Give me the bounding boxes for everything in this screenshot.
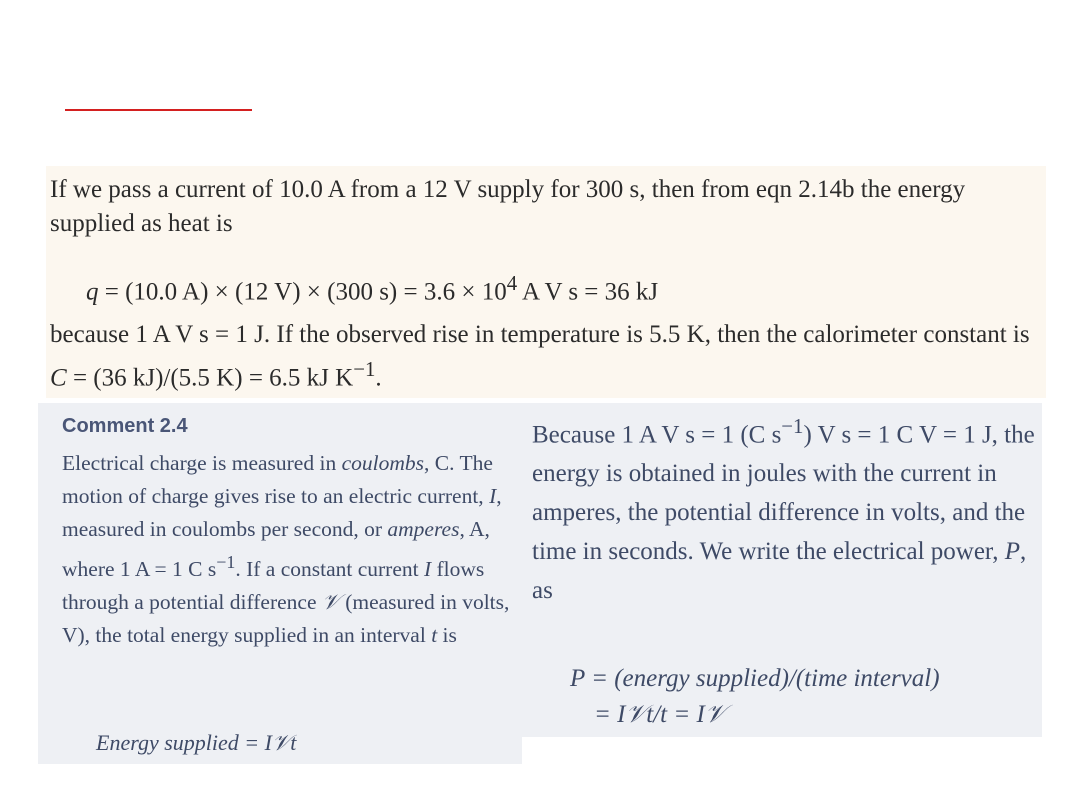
power-formula-line-1: = (energy supplied)/(time interval) (584, 665, 940, 692)
p3-exponent: −1 (353, 357, 376, 381)
calorimeter-constant-symbol: C (50, 364, 67, 392)
comment-text-6: flows through a potential difference (62, 557, 485, 615)
comment-text-5: . If a constant current (235, 557, 424, 582)
heat-symbol: q (86, 278, 99, 306)
title-underline (65, 109, 252, 111)
comment-text-7: (measured in volts, V), the total energy supplied in an interval (62, 590, 510, 648)
p3-text-c: . (375, 364, 382, 392)
power-explanation (522, 403, 1042, 737)
p3-text-a: because 1 A V s = 1 J. If the observed rise in temperature is 5.5 K, then the calorimeter constant is (50, 321, 1030, 348)
comment-box (38, 403, 522, 764)
power-text-b: ) V s = 1 C V = 1 J, the energy is obtained in joules with the current in amperes, the potential difference in volts, and the time in seconds. We write the electrical power, (532, 421, 1035, 566)
heat-equation-exponent: 4 (506, 271, 518, 295)
power-text-a: Because 1 A V s = 1 (C s (532, 421, 782, 449)
power-text-c: , as (532, 538, 1027, 605)
heat-equation-rhs-b: A V s = 36 kJ (517, 278, 659, 306)
comment-title: Comment 2.4 (62, 415, 188, 437)
power-body (532, 407, 1040, 610)
comment-text-2: , C. The motion of charge gives rise to an electric current, (62, 451, 493, 508)
comment-text-4: , A, where 1 A = 1 C s (62, 517, 490, 582)
passage-paragraph-1: If we pass a current of 10.0 A from a 12 V supply for 300 s, then from eqn 2.14b the energy supplied as heat is (50, 176, 966, 237)
energy-formula: Energy supplied = I𝒱t (96, 730, 297, 755)
power-formula (570, 661, 940, 733)
power-formula-line-2: = I𝒱t/t = I𝒱 (594, 701, 726, 728)
comment-body (62, 447, 512, 652)
comment-em-coulombs: coulombs (341, 451, 424, 475)
p3-text-b: = (36 kJ)/(5.5 K) = 6.5 kJ K (66, 364, 354, 392)
textbook-passage (46, 166, 1046, 398)
comment-em-potential: 𝒱 (321, 590, 340, 615)
power-symbol: P (1004, 538, 1021, 566)
passage-paragraph-3 (50, 318, 1040, 395)
power-exponent: −1 (781, 414, 804, 438)
comment-exponent: −1 (216, 552, 236, 572)
comment-text-1: Electrical charge is measured in (62, 451, 342, 475)
comment-em-current-2: I (423, 557, 432, 582)
comment-text-8: is (437, 623, 457, 648)
comment-em-time: t (431, 623, 438, 648)
comment-em-amperes: amperes (387, 517, 460, 541)
power-formula-symbol: P (570, 665, 585, 692)
comment-text-3: , measured in coulombs per second, or (62, 484, 502, 541)
comment-em-current: I (489, 484, 497, 508)
heat-equation-rhs-a: = (10.0 A) × (12 V) × (300 s) = 3.6 × 10 (98, 278, 507, 306)
heat-equation (86, 266, 658, 309)
